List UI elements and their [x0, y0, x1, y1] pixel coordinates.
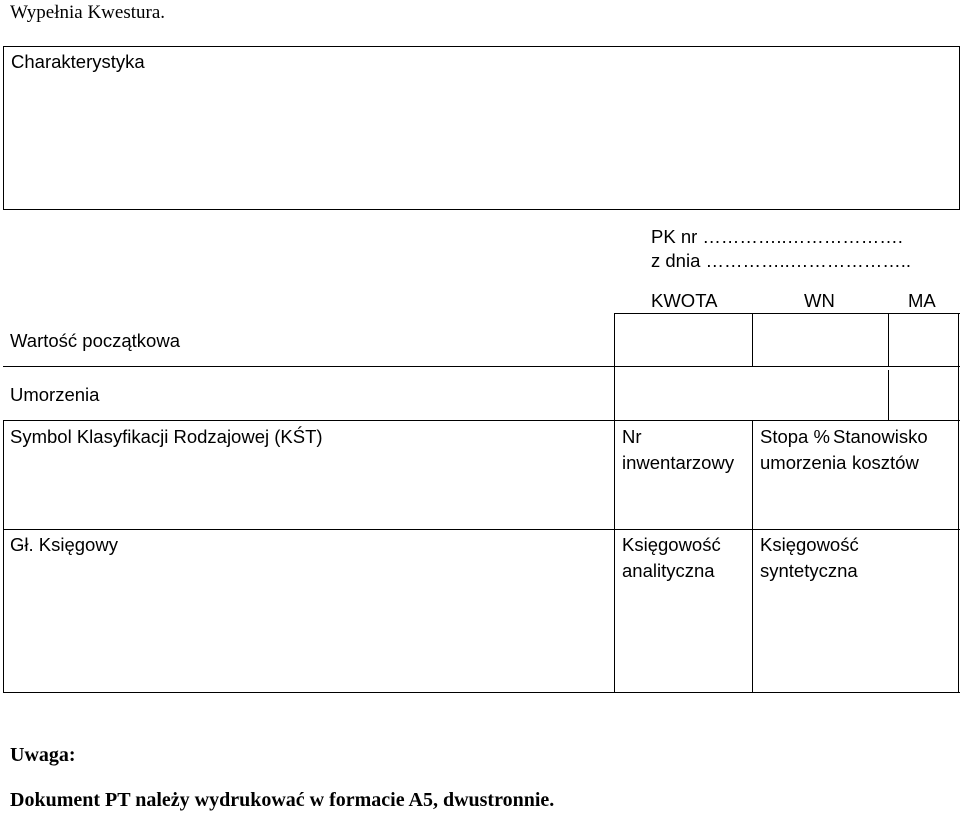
classification-right-line: [958, 420, 959, 531]
characteristics-box[interactable]: [3, 46, 960, 210]
initial-value-ma-cell[interactable]: [890, 315, 957, 365]
signatures-bottom-line: [3, 692, 960, 693]
kwota-header: KWOTA: [651, 290, 718, 311]
synthetic-accounting-label-1: Księgowość: [760, 534, 859, 555]
synthetic-accounting-signature-field[interactable]: [754, 586, 957, 690]
initial-value-row-line: [3, 366, 960, 367]
amount-header-line: [614, 313, 960, 314]
ma-header: MA: [908, 290, 936, 311]
print-note-text: Dokument PT należy wydrukować w formacie A5, dwustronnie.: [10, 789, 555, 811]
analytic-accounting-label-2: analityczna: [622, 560, 715, 581]
wn-header: WN: [804, 290, 835, 311]
amount-right-line: [958, 313, 959, 420]
analytic-accounting-label-1: Księgowość: [622, 534, 721, 555]
characteristics-label: Charakterystyka: [11, 51, 145, 72]
chief-accountant-label: Gł. Księgowy: [10, 534, 118, 555]
signatures-right-line: [958, 529, 959, 693]
depreciation-row-line: [3, 420, 960, 421]
rate-col-left-line: [752, 420, 753, 531]
inventory-number-label-2: inwentarzowy: [622, 452, 735, 473]
inventory-number-label-1: Nr: [622, 426, 642, 447]
depreciation-label: Umorzenia: [10, 384, 100, 405]
analytic-accounting-signature-field[interactable]: [616, 586, 750, 690]
ma-col-left-line-row2: [888, 370, 889, 420]
synthetic-accounting-label-2: syntetyczna: [760, 560, 858, 581]
inventory-col-left-line: [614, 420, 615, 531]
depreciation-kwota-wn-cell[interactable]: [616, 368, 886, 419]
depreciation-rate-label-2: umorzenia: [760, 452, 847, 473]
cost-position-label-1: Stanowisko: [833, 426, 928, 447]
left-border-lower: [3, 420, 4, 693]
kst-symbol-field[interactable]: [5, 476, 612, 528]
pk-number-field[interactable]: PK nr …………..……………….: [651, 226, 903, 247]
classification-bottom-line: [3, 529, 960, 530]
synthetic-col-left-line: [752, 529, 753, 693]
initial-value-kwota-cell[interactable]: [616, 315, 751, 365]
kwota-col-left-line: [614, 313, 615, 420]
instruction-text: Wypełnia Kwestura.: [10, 2, 166, 23]
depreciation-rate-label-1: Stopa %: [760, 426, 830, 447]
inventory-number-field[interactable]: [616, 478, 750, 528]
ma-col-left-line-row1: [888, 313, 889, 366]
chief-accountant-signature-field[interactable]: [5, 586, 612, 690]
kst-symbol-label: Symbol Klasyfikacji Rodzajowej (KŚT): [10, 426, 323, 447]
note-label: Uwaga:: [10, 744, 76, 766]
depreciation-ma-cell[interactable]: [890, 368, 957, 419]
initial-value-label: Wartość początkowa: [10, 330, 180, 351]
initial-value-wn-cell[interactable]: [754, 315, 887, 365]
cost-position-label-2: kosztów: [852, 452, 919, 473]
analytic-col-left-line: [614, 529, 615, 693]
pk-date-field[interactable]: z dnia …………..………………..: [651, 250, 912, 271]
wn-col-left-line: [752, 313, 753, 366]
rate-position-field[interactable]: [754, 478, 957, 528]
